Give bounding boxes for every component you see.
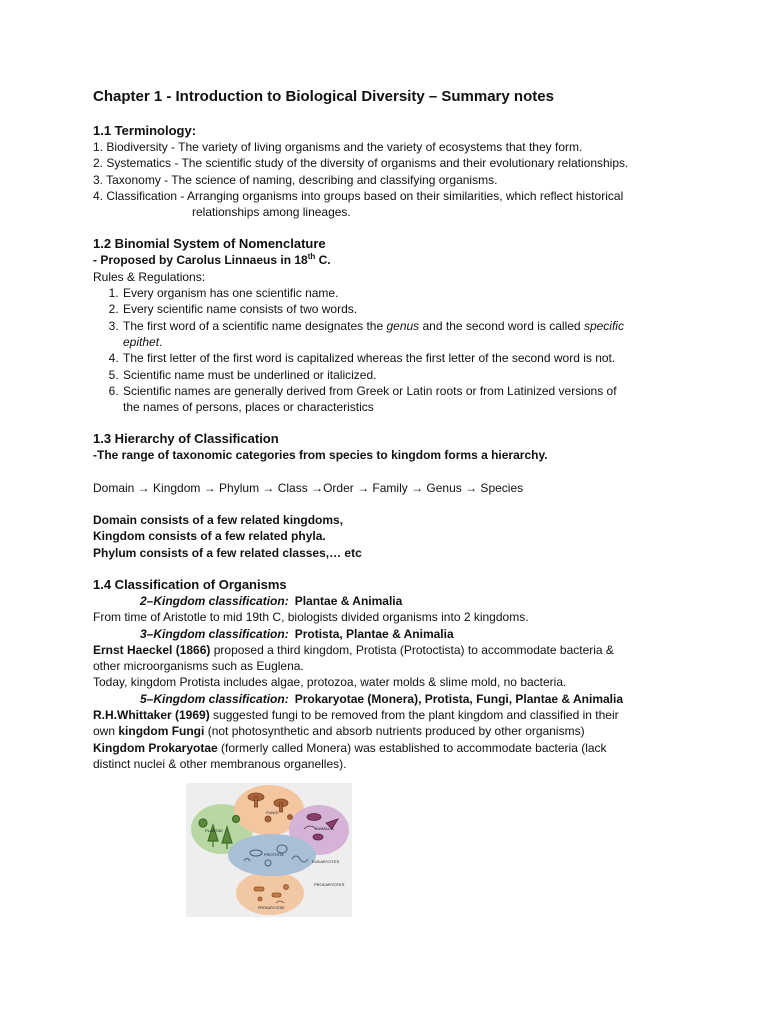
hierarchy-description: -The range of taxonomic categories from species to kingdom forms a hierarchy.	[93, 448, 548, 463]
section-terminology-heading: 1.1 Terminology:	[93, 123, 197, 138]
hierarchy-line-3: Phylum consists of a few related classes,… etc	[93, 545, 362, 560]
whittaker-line-2: own kingdom Fungi (not photosynthetic and absorb nutrients produced by other organisms)	[93, 724, 585, 739]
rule-item-2: 2. Every scientific name consists of two words.	[122, 301, 693, 317]
five-kingdom-figure	[186, 783, 352, 917]
terminology-item-2: 2. Systematics - The scientific study of the diversity of organisms and their evolutionary relationships.	[93, 156, 629, 171]
page-title: Chapter 1 - Introduction to Biological Diversity – Summary notes	[93, 88, 554, 105]
rule-item-4: 4. The first letter of the first word is capitalized whereas the first letter of the second word is not.	[122, 350, 693, 366]
two-kingdom-label: 2–Kingdom classification: Plantae & Animalia	[140, 593, 403, 608]
section-hierarchy-heading: 1.3 Hierarchy of Classification	[93, 431, 279, 447]
whittaker-line-1: R.H.Whittaker (1969) suggested fungi to be removed from the plant kingdom and classified in their	[93, 708, 619, 723]
terminology-item-1: 1. Biodiversity - The variety of living organisms and the variety of ecosystems that they form.	[93, 140, 583, 154]
label-fungi: FUNGI	[266, 810, 279, 815]
label-protista: PROTISTA	[264, 852, 284, 857]
hierarchy-line-1: Domain consists of a few related kingdoms,	[93, 513, 344, 528]
rule-item-1: 1. Every organism has one scientific name.	[122, 285, 693, 301]
five-kingdom-diagram	[186, 783, 352, 917]
three-kingdom-label: 3–Kingdom classification: Protista, Plantae & Animalia	[140, 626, 454, 641]
hierarchy-line-2: Kingdom consists of a few related phyla.	[93, 529, 326, 544]
label-plantae: PLANTAE	[205, 828, 223, 833]
prokaryotae-line-1: Kingdom Prokaryotae (formerly called Monera) was established to accommodate bacteria (lack	[93, 740, 607, 755]
label-eukaryotes: EUKARYOTES	[312, 859, 340, 864]
label-prokaryotes: PROKARYOTES	[314, 882, 345, 887]
terminology-item-4-continuation: relationships among lineages.	[192, 205, 351, 220]
today-protista-line: Today, kingdom Protista includes algae, protozoa, water molds & slime mold, no bacteria.	[93, 675, 567, 690]
terminology-item-4: 4. Classification - Arranging organisms into groups based on their similarities, which reflect historical	[93, 188, 624, 203]
two-kingdom-text: From time of Aristotle to mid 19th C, biologists divided organisms into 2 kingdoms.	[93, 610, 529, 625]
label-prokaryotae: PROKARYOTAE	[258, 906, 285, 910]
five-kingdom-label: 5–Kingdom classification: Prokaryotae (Monera), Protista, Fungi, Plantae & Animalia	[140, 691, 623, 706]
rule-item-5: 5. Scientific name must be underlined or italicized.	[122, 367, 693, 383]
terminology-item-3: 3. Taxonomy - The science of naming, describing and classifying organisms.	[93, 172, 498, 187]
section-classification-heading: 1.4 Classification of Organisms	[93, 576, 287, 592]
rules-label: Rules & Regulations:	[93, 269, 206, 284]
haeckel-line-1: Ernst Haeckel (1866) proposed a third kingdom, Protista (Protoctista) to accommodate bacteria &	[93, 642, 614, 657]
proposed-by-line: - Proposed by Carolus Linnaeus in 18th C.	[93, 252, 331, 268]
rule-item-6: 6. Scientific names are generally derived from Greek or Latin roots or from Latinized versions of the names of persons, places or characteristics	[122, 383, 693, 416]
haeckel-line-2: other microorganisms such as Euglena.	[93, 659, 304, 674]
document-page	[93, 88, 693, 772]
section-binomial-heading: 1.2 Binomial System of Nomenclature	[93, 236, 326, 252]
rule-item-3: 3. The first word of a scientific name designates the genus and the second word is called specific epithet.	[122, 318, 693, 351]
label-animalia: ANIMALIA	[315, 826, 334, 831]
prokaryotae-line-2: distinct nuclei & other membranous organelles).	[93, 756, 347, 771]
hierarchy-chain: Domain → Kingdom → Phylum → Class →Order → Family → Genus → Species	[93, 480, 524, 495]
rules-list	[93, 285, 693, 415]
